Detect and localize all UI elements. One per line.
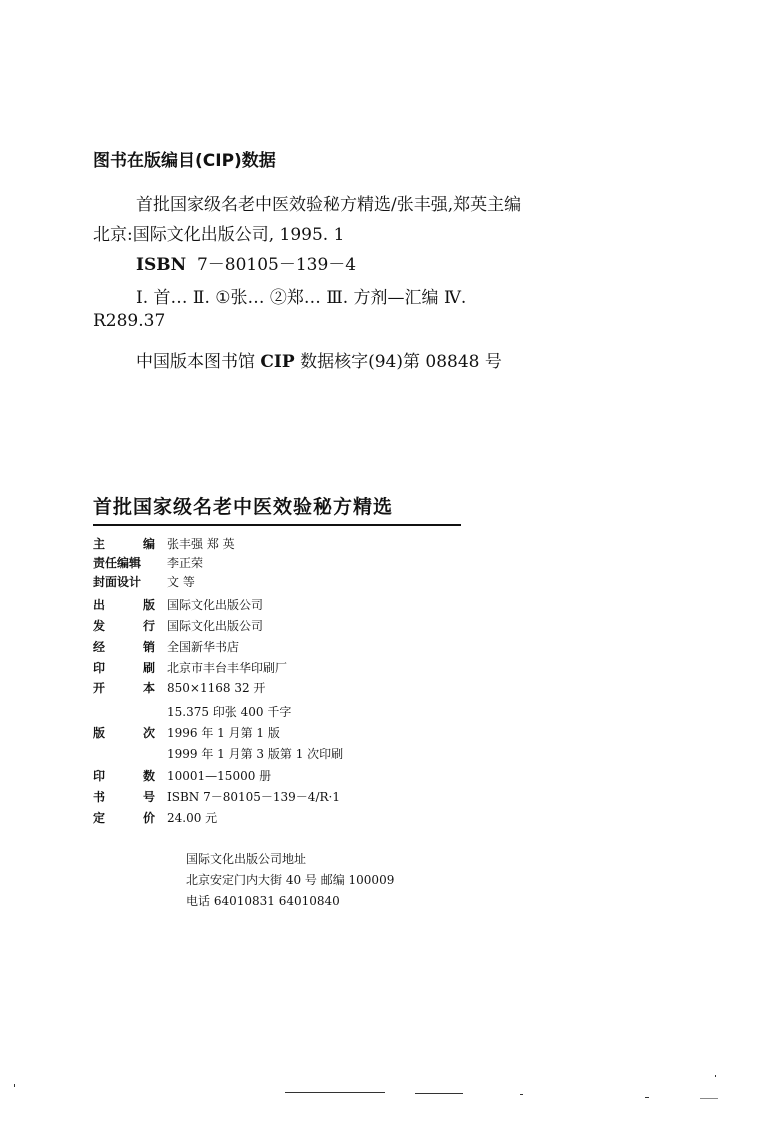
address-phone: 电话 64010831 64010840 <box>186 894 340 908</box>
label-b: 编 <box>143 537 156 551</box>
label-a: 版 <box>93 726 106 740</box>
label-b: 号 <box>143 790 156 804</box>
label-b: 数 <box>143 769 156 783</box>
info-row-chief-editor <box>93 535 235 553</box>
label: 责任编辑 <box>93 556 142 570</box>
cip-isbn-line <box>136 250 356 275</box>
book-title: 首批国家级名老中医效验秘方精选 <box>93 496 394 518</box>
info-row-cover-design <box>93 573 195 591</box>
cip-title-line: 首批国家级名老中医效验秘方精选/张丰强,郑英主编 <box>136 195 522 215</box>
info-row-seller <box>93 638 239 656</box>
info-row-distributor <box>93 617 263 635</box>
label-b: 本 <box>143 681 156 695</box>
label: 封面设计 <box>93 575 142 589</box>
address-street: 北京安定门内大街 40 号 邮编 100009 <box>186 873 395 887</box>
scan-artifact <box>415 1093 463 1094</box>
label-a: 印 <box>93 661 106 675</box>
approval-cip: CIP <box>260 352 295 372</box>
label-a: 发 <box>93 619 106 633</box>
info-row-edition <box>93 724 280 742</box>
info-row-format <box>93 679 265 697</box>
label-a: 主 <box>93 537 106 551</box>
approval-prefix: 中国版本图书馆 <box>136 352 255 372</box>
info-value: 李正荣 <box>167 556 204 570</box>
label-a: 印 <box>93 769 106 783</box>
info-value: 北京市丰台丰华印刷厂 <box>167 661 288 675</box>
label-b: 次 <box>143 726 156 740</box>
cip-approval-line <box>136 347 502 372</box>
address-heading: 国际文化出版公司地址 <box>186 852 307 866</box>
label-a: 定 <box>93 811 106 825</box>
info-row-book-number <box>93 788 340 806</box>
info-value: 国际文化出版公司 <box>167 619 264 633</box>
label-a: 出 <box>93 598 106 612</box>
cip-heading: 图书在版编目(CIP)数据 <box>93 151 276 171</box>
scan-artifact <box>715 1075 716 1077</box>
cip-subjects-line: Ⅰ. 首… Ⅱ. ①张… ②郑… Ⅲ. 方剂—汇编 Ⅳ. <box>136 288 467 308</box>
isbn-value: 7－80105－139－4 <box>196 255 357 275</box>
info-row-printer <box>93 659 287 677</box>
label-b: 刷 <box>143 661 156 675</box>
info-row-sheets <box>93 703 291 721</box>
label-a: 书 <box>93 790 106 804</box>
info-value: 1999 年 1 月第 3 版第 1 次印刷 <box>167 747 344 761</box>
info-value: 1996 年 1 月第 1 版 <box>167 726 280 740</box>
label-a: 经 <box>93 640 106 654</box>
info-value: 全国新华书店 <box>167 640 240 654</box>
info-row-price <box>93 809 217 827</box>
info-value: 张丰强 郑 英 <box>167 537 235 551</box>
info-row-print-run <box>93 767 271 785</box>
isbn-label: ISBN <box>136 255 187 275</box>
label-b: 行 <box>143 619 156 633</box>
info-value: 850×1168 32 开 <box>167 681 266 695</box>
info-row-publisher <box>93 596 263 614</box>
cip-classification: R289.37 <box>93 311 166 331</box>
scan-artifact <box>645 1097 649 1098</box>
info-value: 文 等 <box>167 575 195 589</box>
info-value: 国际文化出版公司 <box>167 598 264 612</box>
info-value: 10001—15000 册 <box>167 769 272 783</box>
info-value: 24.00 元 <box>167 811 218 825</box>
cip-publisher-line: 北京:国际文化出版公司, 1995. 1 <box>93 225 345 245</box>
info-row-responsible-editor <box>93 554 203 572</box>
scan-artifact <box>520 1094 523 1095</box>
title-rule <box>93 524 461 526</box>
info-row-printing <box>93 745 343 763</box>
approval-suffix: 数据核字(94)第 08848 号 <box>300 352 502 372</box>
info-value: 15.375 印张 400 千字 <box>167 705 292 719</box>
scan-artifact <box>14 1084 15 1087</box>
scan-artifact <box>285 1092 385 1093</box>
info-value: ISBN 7－80105－139－4/R·1 <box>167 790 340 804</box>
label-b: 版 <box>143 598 156 612</box>
label-a: 开 <box>93 681 106 695</box>
label-b: 价 <box>143 811 156 825</box>
label-b: 销 <box>143 640 156 654</box>
scan-artifact <box>700 1098 718 1099</box>
